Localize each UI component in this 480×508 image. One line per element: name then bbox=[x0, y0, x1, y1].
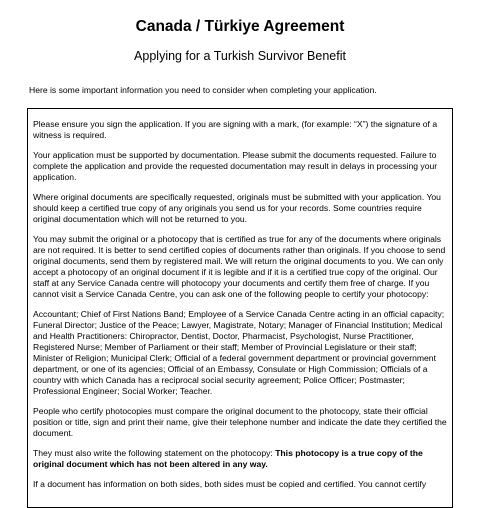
signature-paragraph: Please ensure you sign the application. If you are signing with a mark, (for example: “X”) the signature of a witness is required. bbox=[33, 119, 438, 140]
document-title: Canada / Türkiye Agreement bbox=[135, 18, 345, 35]
both-sides-paragraph: If a document has information on both sides, both sides must be copied and certified. You cannot certify bbox=[33, 479, 427, 489]
information-box bbox=[27, 108, 453, 508]
certified-copy-paragraph: You may submit the original or a photocopy that is certified as true for any of the documents where originals are not required. It is better to send certified copies of documents rather than originals. If you choose to send original documents, send them by registered mail. We will return the original documents to you. We can only accept a photocopy of an original document if it is legible and if it is a certified true copy of the original. Our staff at any Service Canada centre will photocopy your documents and certify them free of charge. If you cannot visit a Service Canada Centre, you can ask one of the following people to certify your photocopy: bbox=[33, 234, 446, 299]
original-documents-paragraph: Where original documents are specifically requested, originals must be submitted with your application. You should keep a certified true copy of any originals you send us for your records. Some countries require original documentation which will not be returned to you. bbox=[33, 192, 441, 224]
certifier-duties-paragraph: People who certify photocopies must compare the original document to the photocopy, state their official position or title, sign and print their name, give their telephone number and indicate the date they certified the document. bbox=[33, 406, 447, 438]
document-subtitle: Applying for a Turkish Survivor Benefit bbox=[134, 49, 346, 63]
intro-text: Here is some important information you need to consider when completing your application. bbox=[29, 85, 377, 95]
statement-intro-text: They must also write the following statement on the photocopy: bbox=[33, 448, 276, 458]
certifiers-list-paragraph: Accountant; Chief of First Nations Band; Employee of a Service Canada Centre acting in an official capacity; Funeral Director; Justice of the Peace; Lawyer, Magistrate, Notary; Manager of Financial Institution; Medical and Health Practitioners: Chiropractor, Dentist, Doctor, Pharmacist, Psychologist, Nurse Practitioner, Registered Nurse; Member of Parliament or their staff; Member of Provincial Legislature or their staff; Minister of Religion; Municipal Clerk; Official of a federal government department or provincial government department, or one of its agencies; Official of an Embassy, Consulate or High Commission; Officials of a country with which Canada has a reciprocal social security agreement; Police Officer; Postmaster; Professional Engineer; Social Worker; Teacher. bbox=[33, 309, 445, 396]
documentation-paragraph: Your application must be supported by documentation. Please submit the documents requested. Failure to complete the application and provide the requested documentation may result in delays in processing your application. bbox=[33, 150, 438, 182]
certification-statement: This photocopy is a true copy of the original document which has not been altered in any way. bbox=[33, 448, 423, 469]
statement-paragraph bbox=[33, 448, 447, 470]
information-box-content bbox=[28, 109, 452, 490]
